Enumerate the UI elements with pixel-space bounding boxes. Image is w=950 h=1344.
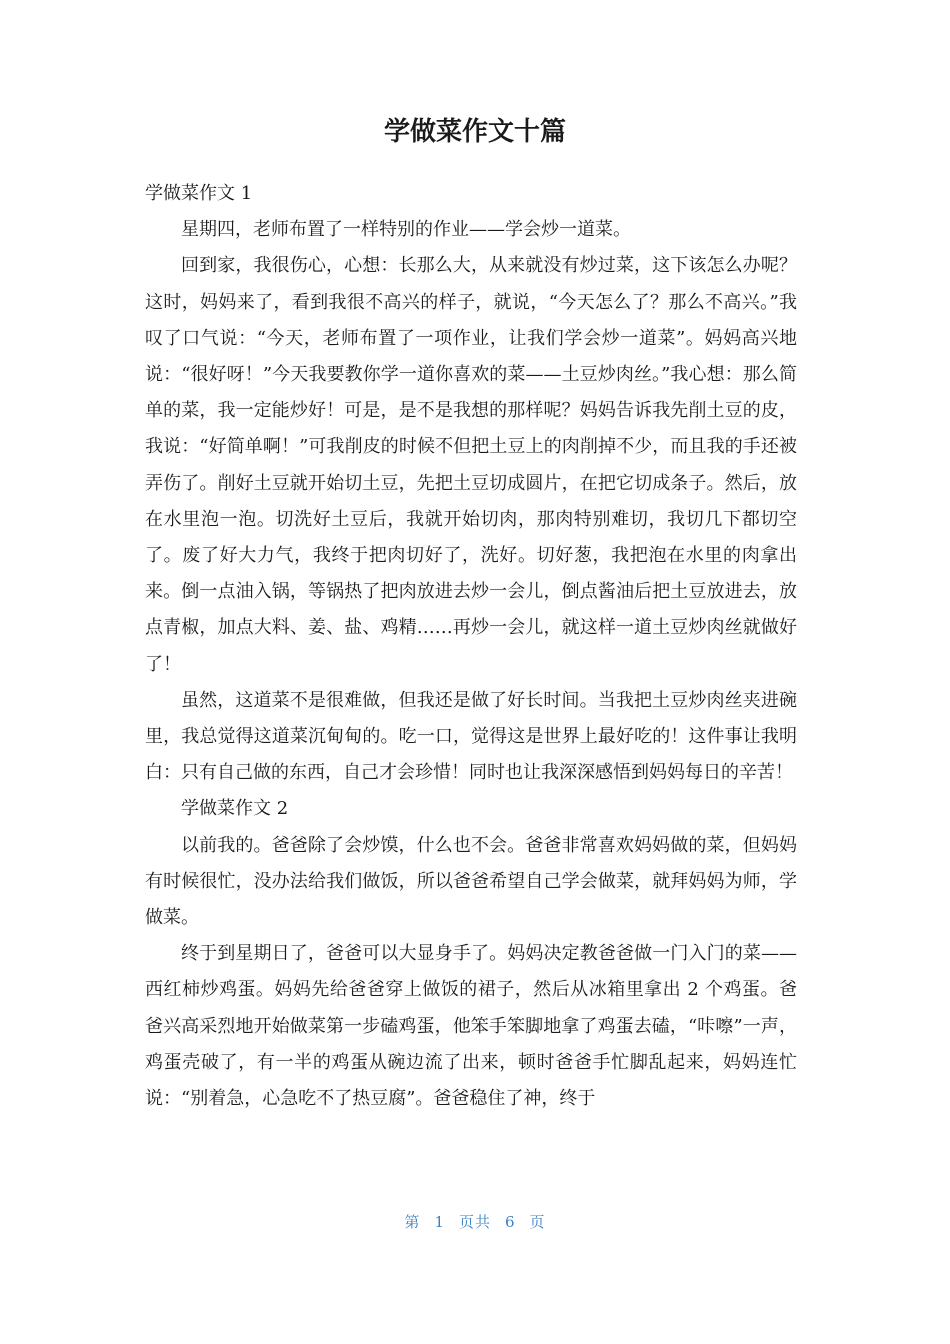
section-heading: 学做菜作文 2: [181, 798, 289, 820]
document-body: [145, 176, 797, 1117]
paragraph: 以前我的。爸爸除了会炒馍，什么也不会。爸爸非常喜欢妈妈做的菜，但妈妈有时候很忙，没办法给我们做饭，所以爸爸希望自己学会做菜，就拜妈妈为师，学做菜。: [145, 834, 797, 929]
page-suffix: 页: [529, 1213, 546, 1231]
paragraph: 回到家，我很伤心，心想：长那么大，从来就没有炒过菜，这下该怎么办呢？这时，妈妈来了，看到我很不高兴的样子，就说，“今天怎么了？那么不高兴。”我叹了口气说：“今天，老师布置了一项作业，让我们学会炒一道菜”。妈妈高兴地说：“很好呀！”今天我要教你学一道你喜欢的菜——土豆炒肉丝。”我心想：那么简单的菜，我一定能炒好！可是，是不是我想的那样呢？妈妈告诉我先削土豆的皮，我说：“好简单啊！”可我削皮的时候不但把土豆上的肉削掉不少，而且我的手还被弄伤了。削好土豆就开始切土豆，先把土豆切成圆片，在把它切成条子。然后，放在水里泡一泡。切洗好土豆后，我就开始切肉，那肉特别难切，我切几下都切空了。废了好大力气，我终于把肉切好了，洗好。切好葱，我把泡在水里的肉拿出来。倒一点油入锅，等锅热了把肉放进去炒一会儿，倒点酱油后把土豆放进去，放点青椒，加点大料、姜、盐、鸡精……再炒一会儿，就这样一道土豆炒肉丝就做好了！: [145, 255, 797, 675]
paragraph: 终于到星期日了，爸爸可以大显身手了。妈妈决定教爸爸做一门入门的菜——西红柿炒鸡蛋。妈妈先给爸爸穿上做饭的裙子，然后从冰箱里拿出 2 个鸡蛋。爸爸兴高采烈地开始做菜第一步磕鸡蛋，他笨手笨脚地拿了鸡蛋去磕，“咔嚓”一声，鸡蛋壳破了，有一半的鸡蛋从碗边流了出来，顿时爸爸手忙脚乱起来，妈妈连忙说：“别着急，心急吃不了热豆腐”。爸爸稳住了神，终于: [145, 943, 797, 1110]
paragraph: 星期四，老师布置了一样特别的作业——学会炒一道菜。: [181, 219, 631, 241]
section-heading: 学做菜作文 1: [145, 183, 253, 204]
page-number: 1: [434, 1213, 445, 1231]
page-title: 学做菜作文十篇: [383, 117, 566, 147]
page-footer: [0, 1211, 950, 1232]
total-pages: 6: [505, 1213, 516, 1231]
paragraph: 虽然，这道菜不是很难做，但我还是做了好长时间。当我把土豆炒肉丝夹进碗里，我总觉得这道菜沉甸甸的。吃一口，觉得这是世界上最好吃的！这件事让我明白：只有自己做的东西，自己才会珍惜！同时也让我深深感悟到妈妈每日的辛苦！: [145, 689, 797, 784]
of-label: 页共: [458, 1213, 491, 1231]
page-label: 第: [404, 1213, 421, 1231]
